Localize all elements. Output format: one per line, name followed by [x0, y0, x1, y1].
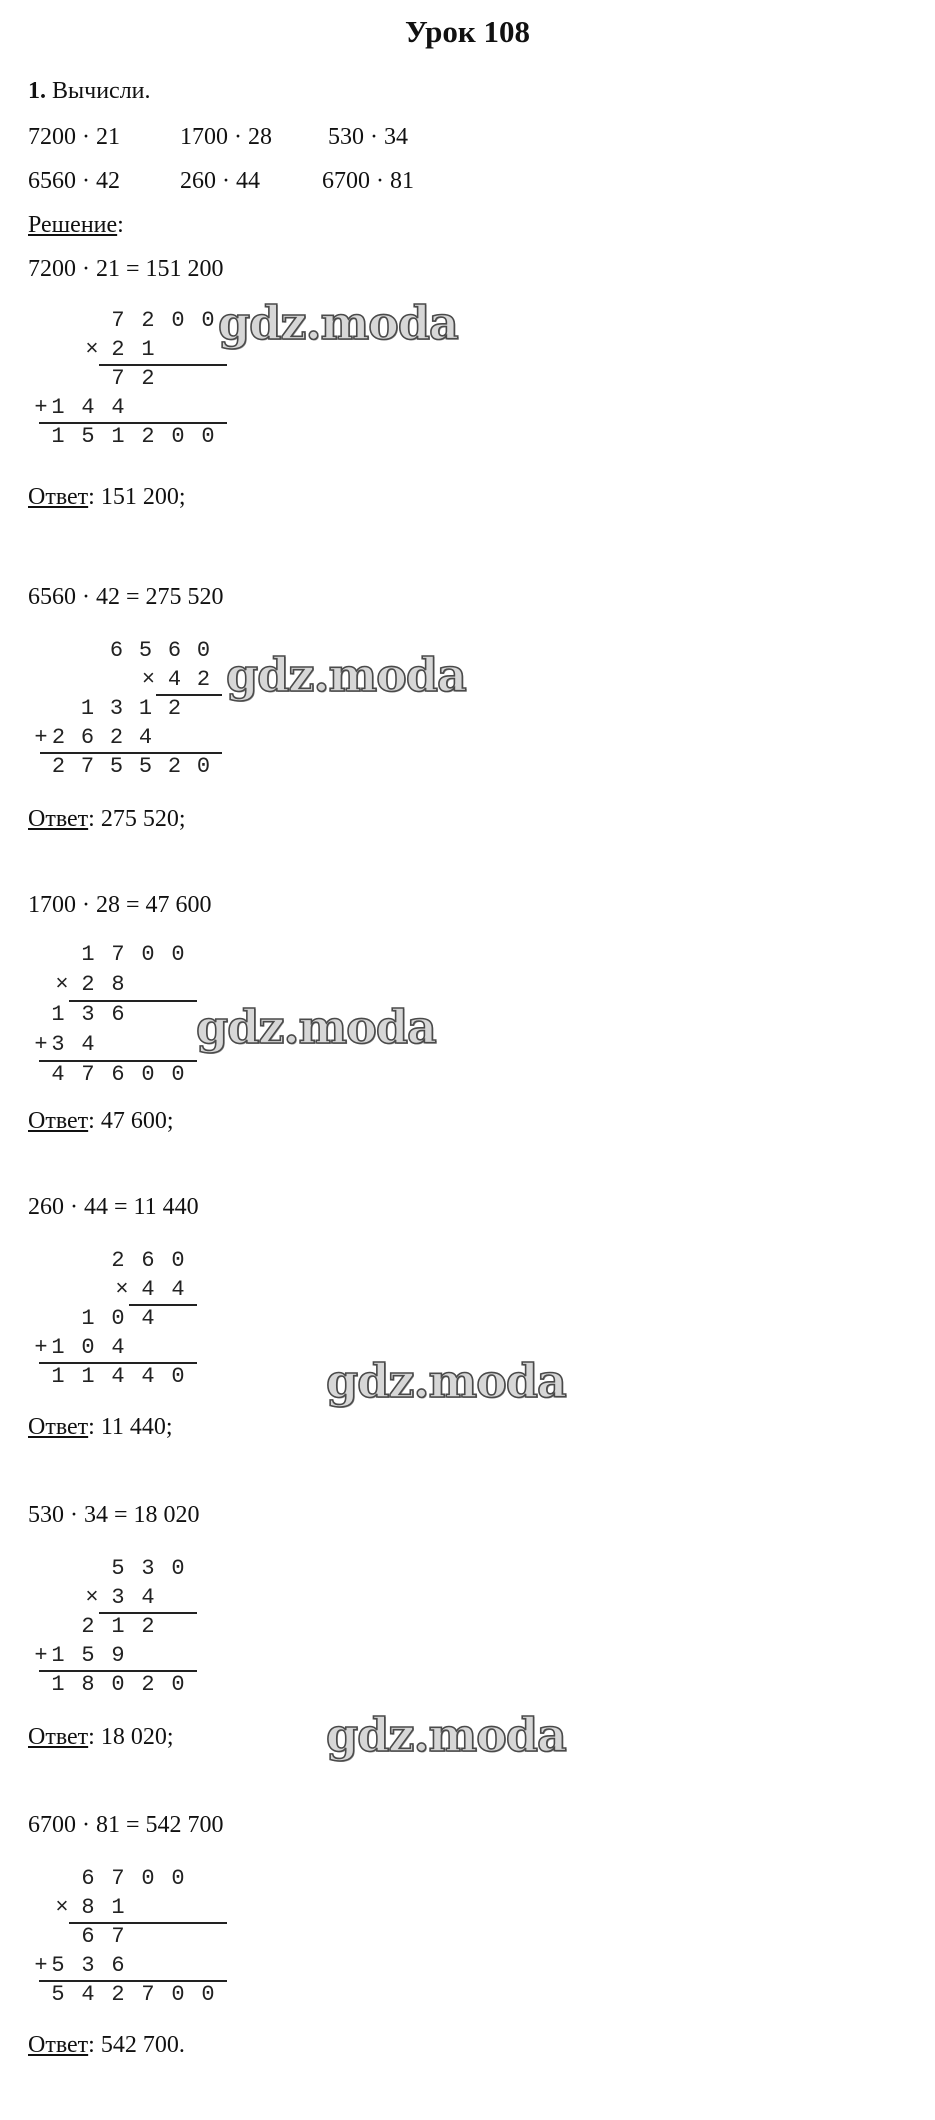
- digit: 2: [111, 337, 125, 362]
- digit: 1: [138, 696, 153, 721]
- digit: 5: [138, 754, 153, 779]
- digit: 0: [171, 1062, 185, 1087]
- digit: 0: [111, 1306, 125, 1331]
- digit: 6: [111, 1953, 125, 1978]
- digit: 3: [111, 1585, 125, 1610]
- digit: 0: [141, 1866, 155, 1891]
- digit: 1: [111, 424, 125, 449]
- plus-sign: +: [34, 1643, 48, 1668]
- answer-value: : 542 700.: [88, 2032, 185, 2058]
- digit: 5: [81, 424, 95, 449]
- multiply-sign: ×: [55, 1895, 69, 1920]
- answer-value: : 151 200;: [88, 484, 186, 510]
- sum-line: [40, 752, 222, 754]
- digit: 1: [80, 696, 95, 721]
- digit: 5: [51, 1953, 65, 1978]
- digit: 9: [111, 1643, 125, 1668]
- digit: 0: [201, 1982, 215, 2007]
- digit: 0: [171, 1866, 185, 1891]
- digit: 5: [109, 754, 124, 779]
- multiply-sign: ×: [85, 1585, 99, 1610]
- digit: 2: [81, 1614, 95, 1639]
- expression: 6700 · 81: [322, 168, 414, 194]
- digit: 2: [51, 754, 66, 779]
- digit: 4: [141, 1277, 155, 1302]
- multiply-sign: ×: [55, 972, 69, 997]
- digit: 2: [51, 725, 66, 750]
- plus-sign: +: [34, 1953, 48, 1978]
- digit: 1: [111, 1895, 125, 1920]
- digit: 7: [141, 1982, 155, 2007]
- product-line: [99, 1612, 197, 1614]
- digit: 0: [171, 1982, 185, 2007]
- digit: 0: [171, 942, 185, 967]
- digit: 1: [51, 1335, 65, 1360]
- digit: 6: [81, 1866, 95, 1891]
- answer-label: Ответ: [28, 806, 89, 832]
- digit: 2: [196, 667, 211, 692]
- sum-line: [39, 1060, 197, 1062]
- digit: 7: [111, 1866, 125, 1891]
- digit: 6: [141, 1248, 155, 1273]
- equation: 530 · 34 = 18 020: [28, 1502, 200, 1528]
- digit: 0: [171, 424, 185, 449]
- digit: 0: [141, 942, 155, 967]
- digit: 2: [141, 1614, 155, 1639]
- solution-label: Решение: [28, 212, 118, 238]
- answer-label: Ответ: [28, 1724, 89, 1750]
- answer-label: Ответ: [28, 1108, 89, 1134]
- digit: 6: [111, 1062, 125, 1087]
- digit: 1: [141, 337, 155, 362]
- plus-sign: +: [34, 725, 48, 750]
- digit: 7: [111, 308, 125, 333]
- expression: 1700 · 28: [180, 124, 272, 150]
- digit: 0: [196, 638, 211, 663]
- digit: 1: [51, 1364, 65, 1389]
- digit: 4: [141, 1306, 155, 1331]
- product-line: [69, 1000, 197, 1002]
- answer-line: [28, 484, 186, 511]
- digit: 3: [81, 1002, 95, 1027]
- digit: 6: [81, 1924, 95, 1949]
- digit: 1: [81, 1364, 95, 1389]
- digit: 8: [81, 1895, 95, 1920]
- digit: 8: [111, 972, 125, 997]
- digit: 3: [51, 1032, 65, 1057]
- digit: 3: [141, 1556, 155, 1581]
- answer-label: Ответ: [28, 2032, 89, 2058]
- digit: 0: [196, 754, 211, 779]
- sum-line: [39, 422, 227, 424]
- digit: 7: [111, 1924, 125, 1949]
- digit: 4: [111, 395, 125, 420]
- answer-label: Ответ: [28, 1414, 89, 1440]
- task-text: Вычисли.: [52, 78, 151, 104]
- solution-heading: Решение:: [28, 212, 124, 238]
- digit: 4: [111, 1335, 125, 1360]
- digit: 7: [80, 754, 95, 779]
- equation: 7200 · 21 = 151 200: [28, 256, 224, 282]
- digit: 1: [51, 424, 65, 449]
- digit: 2: [141, 424, 155, 449]
- digit: 1: [51, 1002, 65, 1027]
- digit: 4: [141, 1585, 155, 1610]
- digit: 2: [81, 972, 95, 997]
- digit: 7: [81, 1062, 95, 1087]
- multiply-sign: ×: [85, 337, 99, 362]
- expression: 530 · 34: [328, 124, 408, 150]
- watermark-logo: gdz.moda: [326, 1708, 566, 1762]
- digit: 1: [81, 1306, 95, 1331]
- equation: 1700 · 28 = 47 600: [28, 892, 212, 918]
- digit: 0: [171, 308, 185, 333]
- plus-sign: +: [34, 1335, 48, 1360]
- digit: 2: [109, 725, 124, 750]
- digit: 4: [171, 1277, 185, 1302]
- answer-value: : 11 440;: [88, 1414, 173, 1440]
- digit: 2: [111, 1248, 125, 1273]
- digit: 4: [167, 667, 182, 692]
- digit: 0: [81, 1335, 95, 1360]
- digit: 0: [171, 1672, 185, 1697]
- digit: 0: [171, 1248, 185, 1273]
- digit: 1: [51, 395, 65, 420]
- digit: 4: [81, 395, 95, 420]
- digit: 6: [111, 1002, 125, 1027]
- answer-line: [28, 806, 186, 833]
- equation: 6700 · 81 = 542 700: [28, 1812, 224, 1838]
- digit: 7: [111, 942, 125, 967]
- watermark-logo: gdz.moda: [326, 1354, 566, 1408]
- expression: 7200 · 21: [28, 124, 120, 150]
- digit: 0: [171, 1556, 185, 1581]
- plus-sign: +: [34, 395, 48, 420]
- digit: 5: [138, 638, 153, 663]
- digit: 4: [111, 1364, 125, 1389]
- digit: 1: [81, 942, 95, 967]
- digit: 7: [111, 366, 125, 391]
- product-line: [69, 1922, 227, 1924]
- digit: 5: [81, 1643, 95, 1668]
- digit: 6: [109, 638, 124, 663]
- digit: 0: [111, 1672, 125, 1697]
- expression: 6560 · 42: [28, 168, 120, 194]
- multiply-sign: ×: [115, 1277, 129, 1302]
- watermark-logo: gdz.moda: [218, 296, 458, 350]
- digit: 3: [81, 1953, 95, 1978]
- digit: 0: [201, 424, 215, 449]
- digit: 4: [141, 1364, 155, 1389]
- digit: 3: [109, 696, 124, 721]
- expression: 260 · 44: [180, 168, 260, 194]
- watermark-logo: gdz.moda: [196, 1000, 436, 1054]
- digit: 2: [141, 366, 155, 391]
- digit: 0: [171, 1364, 185, 1389]
- digit: 4: [81, 1982, 95, 2007]
- product-line: [99, 364, 227, 366]
- answer-line: [28, 1724, 174, 1751]
- sum-line: [39, 1670, 197, 1672]
- sum-line: [39, 1980, 227, 1982]
- digit: 2: [141, 1672, 155, 1697]
- digit: 2: [141, 308, 155, 333]
- digit: 1: [51, 1643, 65, 1668]
- digit: 2: [167, 696, 182, 721]
- digit: 1: [51, 1672, 65, 1697]
- multiply-sign: ×: [141, 667, 156, 692]
- sum-line: [39, 1362, 197, 1364]
- digit: 8: [81, 1672, 95, 1697]
- equation: 6560 · 42 = 275 520: [28, 584, 224, 610]
- task-heading: [28, 78, 151, 105]
- answer-value: : 18 020;: [88, 1724, 174, 1750]
- equation: 260 · 44 = 11 440: [28, 1194, 199, 1220]
- digit: 1: [111, 1614, 125, 1639]
- digit: 0: [201, 308, 215, 333]
- digit: 2: [111, 1982, 125, 2007]
- digit: 4: [51, 1062, 65, 1087]
- digit: 0: [141, 1062, 155, 1087]
- digit: 6: [167, 638, 182, 663]
- digit: 5: [111, 1556, 125, 1581]
- watermark-logo: gdz.moda: [226, 648, 466, 702]
- digit: 2: [167, 754, 182, 779]
- digit: 4: [138, 725, 153, 750]
- digit: 6: [80, 725, 95, 750]
- digit: 5: [51, 1982, 65, 2007]
- digit: 4: [81, 1032, 95, 1057]
- product-line: [129, 1304, 197, 1306]
- answer-line: [28, 2032, 185, 2059]
- page-title: Урок 108: [404, 14, 531, 49]
- answer-label: Ответ: [28, 484, 89, 510]
- answer-line: [28, 1108, 174, 1135]
- answer-line: [28, 1414, 173, 1441]
- answer-value: : 47 600;: [88, 1108, 174, 1134]
- product-line: [156, 694, 222, 696]
- task-number: 1.: [28, 78, 46, 104]
- answer-value: : 275 520;: [88, 806, 186, 832]
- plus-sign: +: [34, 1032, 48, 1057]
